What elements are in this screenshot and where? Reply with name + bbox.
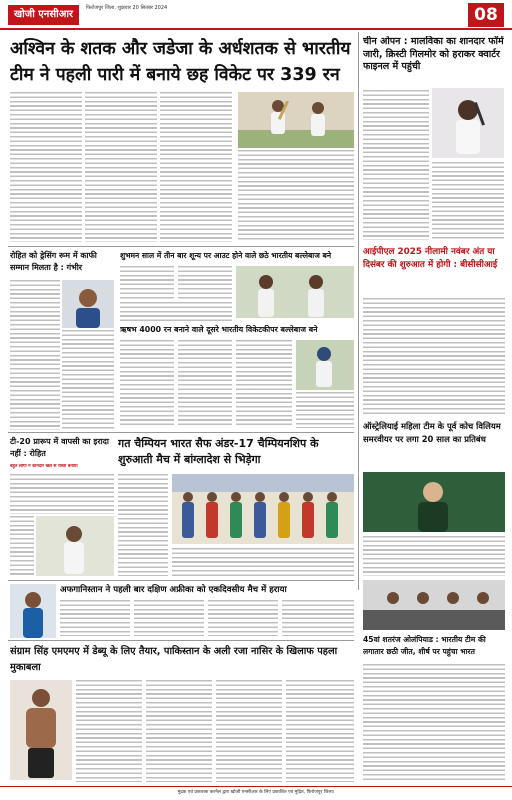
afghanistan-player-photo bbox=[10, 584, 56, 638]
newspaper-logo: खोजी एनसीआर bbox=[8, 5, 79, 25]
article-body bbox=[178, 266, 232, 300]
article-body bbox=[120, 302, 232, 322]
saff-headline: गत चैम्पियन भारत सैफ अंडर-17 चैम्पियनशिप के शुरुआती मैच में बांग्लादेश से भिड़ेगा bbox=[118, 437, 319, 466]
rohit-photo bbox=[36, 516, 114, 576]
article-body bbox=[432, 162, 504, 240]
masthead bbox=[0, 0, 512, 30]
footer-imprint: मुद्रक एवं प्रकाशक करनैल द्वारा खोजी एनसीआर के लिए प्रकाशित एवं मुद्रित, फिरोजपुर जिला। bbox=[177, 790, 335, 795]
article-body bbox=[120, 266, 174, 300]
article-body bbox=[363, 298, 505, 416]
shubman-headline: शुभमन साल में तीन बार शून्य पर आउट होने वाले छठे भारतीय बल्लेबाज बने bbox=[120, 251, 332, 260]
article-body bbox=[282, 600, 354, 636]
divider bbox=[8, 640, 354, 641]
article-body bbox=[160, 92, 232, 242]
article-body bbox=[363, 536, 505, 576]
article-body bbox=[178, 340, 232, 428]
rohit-headline: रोहित को ड्रेसिंग रूम में काफी सम्मान मिलता है : गंभीर bbox=[10, 251, 97, 272]
article-body bbox=[85, 92, 157, 242]
main-headline: अश्विन के शतक और जडेजा के अर्धशतक से भारतीय टीम ने पहली पारी में बनाये छह विकेट पर 339 रन bbox=[10, 39, 351, 85]
chess-photo bbox=[363, 580, 505, 630]
article-body bbox=[208, 600, 278, 636]
page-number: 08 bbox=[468, 3, 504, 27]
article-body bbox=[238, 150, 354, 242]
article-body bbox=[118, 474, 168, 576]
rishabh-headline: ऋषभ 4000 रन बनाने वाले दूसरे भारतीय विकेटकीपर बल्लेबाज बने bbox=[120, 325, 318, 334]
shubman-photo bbox=[236, 266, 354, 318]
t20-headline: टी-20 प्रारूप में वापसी का इरादा नहीं : रोहित bbox=[10, 437, 110, 458]
australia-headline: ऑस्ट्रेलियाई महिला टीम के पूर्व कोच विलियम समरवीयर पर लगा 20 साल का प्रतिबंध bbox=[363, 421, 501, 444]
article-body bbox=[60, 600, 130, 636]
dateline: फिरोजपुर जिला, शुक्रवार 20 सितंबर 2024 bbox=[86, 5, 168, 11]
rishabh-photo bbox=[296, 340, 354, 390]
afghanistan-headline: अफगानिस्तान ने पहली बार दक्षिण अफ्रीका को एकदिवसीय मैच में हराया bbox=[60, 585, 287, 595]
column-divider bbox=[358, 32, 359, 590]
article-body bbox=[216, 680, 282, 782]
article-body bbox=[10, 280, 60, 430]
article-body bbox=[236, 340, 292, 428]
malvika-photo bbox=[432, 88, 504, 158]
ipl-headline: आईपीएल 2025 नीलामी नवंबर अंत या दिसंबर की शुरुआत में होगी : बीसीसीआई bbox=[363, 247, 498, 270]
article-body bbox=[10, 92, 82, 242]
article-body bbox=[363, 664, 505, 782]
article-body bbox=[172, 548, 354, 576]
article-body bbox=[146, 680, 212, 782]
article-body bbox=[134, 600, 204, 636]
divider bbox=[8, 432, 354, 433]
sangram-headline: संग्राम सिंह एमएमए में डेब्यू के लिए तैयार, पाकिस्तान के अली रजा नासिर के खिलाफ पहला मुकाबला bbox=[10, 646, 338, 673]
footer-rule bbox=[0, 786, 512, 787]
article-body bbox=[62, 330, 114, 430]
divider bbox=[8, 246, 354, 247]
olympiad-headline: 45वां शतरंज ओलंपियाड : भारतीय टीम की लगातार छठी जीत, शीर्ष पर पहुंचा भारत bbox=[363, 635, 486, 656]
gambhir-photo bbox=[62, 280, 114, 328]
sangram-photo bbox=[10, 680, 72, 780]
saff-teams-photo bbox=[172, 474, 354, 544]
article-body bbox=[363, 90, 429, 240]
t20-subhead: बहुत लोगों ने शानदार खेल से रास्ता बनाया bbox=[10, 464, 78, 469]
article-body bbox=[76, 680, 142, 782]
article-body bbox=[296, 392, 354, 428]
article-body bbox=[120, 340, 174, 428]
china-open-headline: चीन ओपन : मालविका का शानदार फॉर्म जारी, क्रिस्टी गिलमोर को हराकर क्वार्टर फाइनल में पहुंची bbox=[363, 36, 504, 72]
article-body bbox=[10, 474, 114, 514]
article-body bbox=[10, 516, 34, 576]
coach-photo bbox=[363, 472, 505, 532]
divider bbox=[8, 580, 354, 581]
article-body bbox=[286, 680, 354, 782]
ashwin-jadeja-photo bbox=[238, 92, 354, 148]
